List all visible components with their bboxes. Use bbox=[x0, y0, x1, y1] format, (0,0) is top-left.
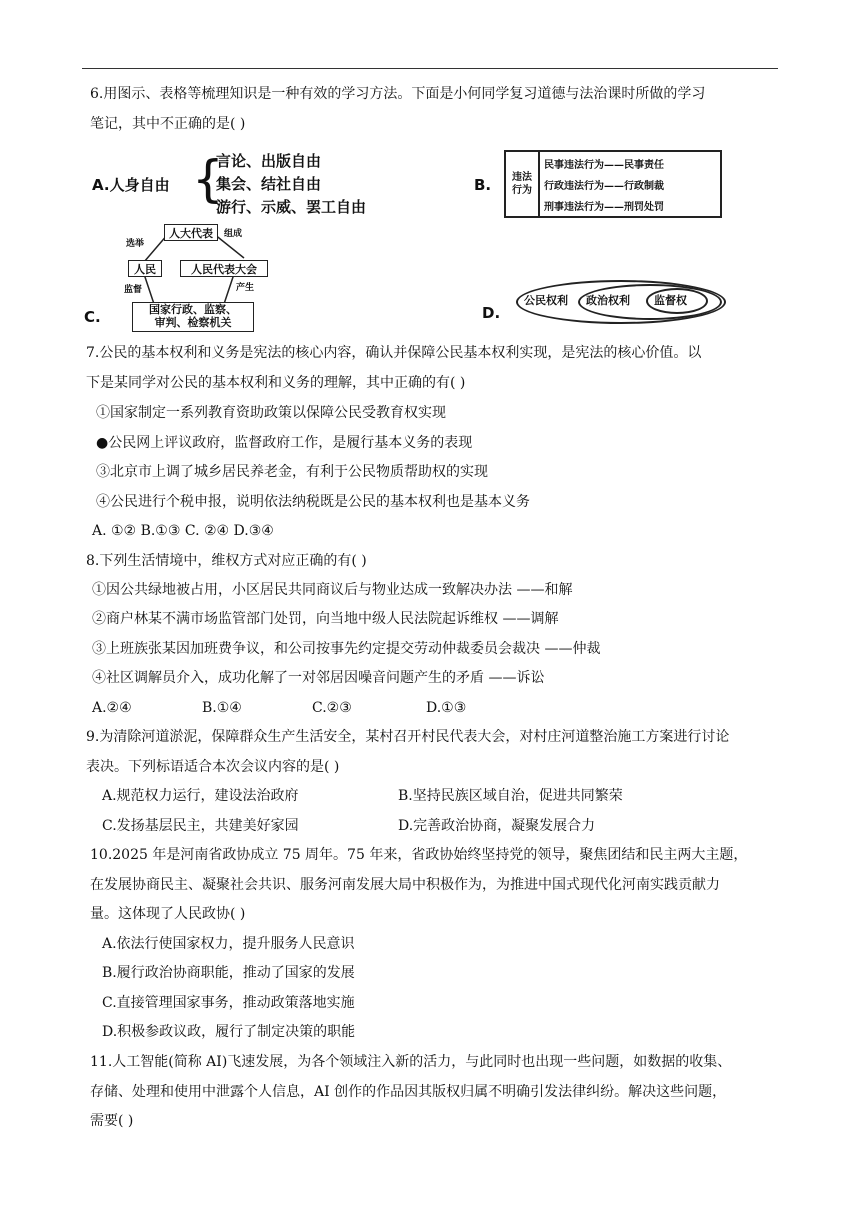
header-rule bbox=[82, 68, 778, 69]
q10-stem-line1: 10.2025 年是河南省政协成立 75 周年。75 年来，省政协始终坚持党的领导，聚焦团结和民主两大主题， bbox=[90, 847, 748, 863]
q8-answer-b: B.①④ bbox=[202, 700, 242, 716]
q10-stem-line2: 在发展协商民主、凝聚社会共识、服务河南发展大局中积极作为，为推进中国式现代化河南实践贡献力 bbox=[90, 877, 720, 893]
figure-c-tag: 监督 bbox=[124, 285, 143, 295]
q8-option: ④社区调解员介入，成功化解了一对邻居因噪音问题产生的矛盾 ——诉讼 bbox=[92, 670, 545, 686]
q7-option: ●公民网上评议政府，监督政府工作，是履行基本义务的表现 bbox=[96, 435, 473, 451]
q10-stem-line3: 量。这体现了人民政协( ) bbox=[90, 906, 246, 922]
q8-stem: 8.下列生活情境中，维权方式对应正确的有( ) bbox=[86, 553, 367, 569]
q8-answer-a: A.②④ bbox=[92, 700, 132, 716]
q9-answer-c: C.发扬基层民主，共建美好家园 bbox=[102, 818, 299, 834]
figure-c-label: C. bbox=[84, 308, 101, 326]
q11-stem-line3: 需要( ) bbox=[90, 1113, 134, 1129]
q7-stem-line1: 7.公民的基本权利和义务是宪法的核心内容，确认并保障公民基本权利实现，是宪法的核心价值。以 bbox=[86, 345, 702, 361]
figure-c-tag: 组成 bbox=[224, 229, 243, 239]
q7-option: ④公民进行个税申报，说明依法纳税既是公民的基本权利也是基本义务 bbox=[96, 494, 530, 510]
q6-figure-d bbox=[482, 278, 752, 328]
figure-a-item: 游行、示威、罢工自由 bbox=[216, 198, 367, 216]
figure-c-tag: 产生 bbox=[236, 283, 255, 293]
q7-option: ①国家制定一系列教育资助政策以保障公民受教育权实现 bbox=[96, 405, 446, 421]
q8-answer-d: D.①③ bbox=[426, 700, 467, 716]
q10-answer-b: B.履行政治协商职能，推动了国家的发展 bbox=[102, 965, 355, 981]
q8-option: ③上班族张某因加班费争议，和公司按事先约定提交劳动仲裁委员会裁决 ——仲裁 bbox=[92, 641, 601, 657]
figure-b-row: 民事违法行为——民事责任 bbox=[544, 160, 664, 171]
figure-a-item: 言论、出版自由 bbox=[216, 152, 322, 170]
figure-b-table bbox=[504, 150, 722, 218]
q6-stem-line2: 笔记，其中不正确的是( ) bbox=[90, 116, 246, 132]
q6-figure-a bbox=[88, 150, 428, 220]
q8-option: ①因公共绿地被占用，小区居民共同商议后与物业达成一致解决办法 ——和解 bbox=[92, 582, 573, 598]
figure-c-node-right: 人民代表大会 bbox=[180, 260, 268, 277]
figure-d-outer-text: 公民权利 bbox=[524, 294, 568, 307]
q11-stem-line1: 11.人工智能(简称 AI)飞速发展，为各个领域注入新的活力，与此同时也出现一些问题，如数据的收集、 bbox=[90, 1054, 732, 1070]
q10-answer-c: C.直接管理国家事务，推动政策落地实施 bbox=[102, 995, 355, 1011]
figure-b-side-text: 违法 bbox=[512, 172, 532, 183]
figure-d-label: D. bbox=[482, 304, 501, 322]
q8-answer-c: C.②③ bbox=[312, 700, 352, 716]
figure-b-side bbox=[506, 152, 540, 216]
q10-answer-a: A.依法行使国家权力，提升服务人民意识 bbox=[102, 936, 355, 952]
figure-c-node-bottom bbox=[132, 302, 254, 332]
figure-b-label: B. bbox=[474, 176, 492, 194]
figure-c-bottom-line: 国家行政、监察、 bbox=[149, 303, 237, 316]
figure-c-tag: 选举 bbox=[126, 239, 145, 249]
q7-stem-line2: 下是某同学对公民的基本权利和义务的理解，其中正确的有( ) bbox=[86, 375, 466, 391]
q6-figure-c bbox=[84, 222, 284, 332]
figure-a-item: 集会、结社自由 bbox=[216, 175, 322, 193]
figure-b-row: 刑事违法行为——刑罚处罚 bbox=[544, 202, 664, 213]
figure-a-label: A.人身自由 bbox=[92, 176, 170, 194]
figure-c-node-left: 人民 bbox=[128, 260, 162, 277]
q7-option: ③北京市上调了城乡居民养老金，有利于公民物质帮助权的实现 bbox=[96, 464, 488, 480]
figure-c-node-top: 人大代表 bbox=[164, 224, 218, 241]
q9-answer-b: B.坚持民族区域自治，促进共同繁荣 bbox=[398, 788, 623, 804]
q6-stem-line1: 6.用图示、表格等梳理知识是一种有效的学习方法。下面是小何同学复习道德与法治课时所做的学习 bbox=[90, 86, 706, 102]
figure-d-inner-text: 监督权 bbox=[654, 294, 687, 307]
figure-c-bottom-line: 审判、检察机关 bbox=[154, 316, 232, 329]
q9-stem-line1: 9.为清除河道淤泥，保障群众生产生活安全，某村召开村民代表大会，对村庄河道整治施工方案进行讨论 bbox=[86, 729, 730, 745]
q9-stem-line2: 表决。下列标语适合本次会议内容的是( ) bbox=[86, 759, 340, 775]
q9-answer-d: D.完善政治协商，凝聚发展合力 bbox=[398, 818, 596, 834]
q8-option: ②商户林某不满市场监管部门处罚，向当地中级人民法院起诉维权 ——调解 bbox=[92, 611, 559, 627]
q9-answer-a: A.规范权力运行，建设法治政府 bbox=[102, 788, 299, 804]
figure-b-side-text: 行为 bbox=[512, 185, 532, 196]
q11-stem-line2: 存储、处理和使用中泄露个人信息，AI 创作的作品因其版权归属不明确引发法律纠纷。解决这些问题， bbox=[90, 1084, 727, 1100]
q7-answers: A. ①② B.①③ C. ②④ D.③④ bbox=[92, 523, 274, 539]
q10-answer-d: D.积极参政议政，履行了制定决策的职能 bbox=[102, 1024, 356, 1040]
figure-b-row: 行政违法行为——行政制裁 bbox=[544, 181, 664, 192]
figure-d-middle-text: 政治权利 bbox=[586, 294, 630, 307]
brace-icon: { bbox=[192, 150, 224, 208]
q6-figure-b bbox=[474, 150, 724, 216]
